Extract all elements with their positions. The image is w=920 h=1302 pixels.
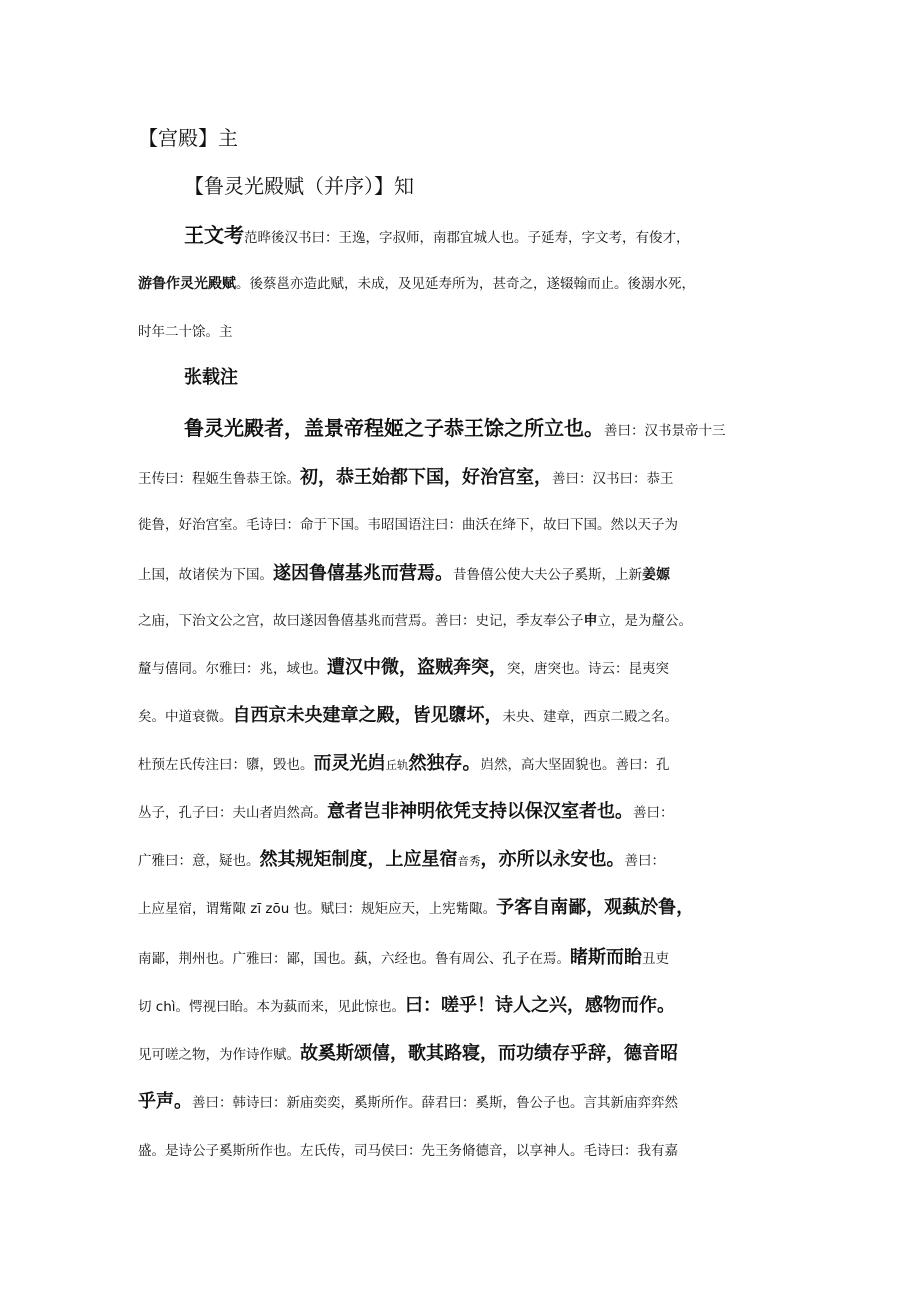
- text-line: [138, 309, 788, 353]
- text-line: [138, 1128, 788, 1172]
- annotation: 丑吏: [642, 951, 669, 967]
- text-line: [138, 936, 788, 980]
- text-line: [138, 694, 788, 738]
- annotation: 上国，故诸侯为下国。: [138, 567, 273, 583]
- main-text: 曰：嗟乎！诗人之兴，感物而作。: [405, 995, 676, 1016]
- main-text: 遭汉中微，盗贼奔突，: [327, 657, 507, 678]
- annotation: 立，是为釐公。: [597, 613, 692, 629]
- annotation: 善曰：: [624, 853, 665, 869]
- section-heading: 【宫殿】主: [138, 126, 238, 150]
- author-name: 王文考: [184, 223, 244, 247]
- annotation: 突，唐突也。诗云：昆夷突: [507, 661, 669, 677]
- annotation: 王传曰：程姬生鲁恭王馀。: [138, 471, 300, 487]
- annotation: 见可嗟之物，为作诗作赋。: [138, 1047, 300, 1063]
- annotation: 广雅曰：意，疑也。: [138, 853, 260, 869]
- annotation: 时年二十馀。主: [138, 324, 233, 340]
- text-line: [138, 261, 788, 305]
- text-line: [138, 886, 788, 930]
- annotation: 上应星宿，谓觜陬 zī zōu 也。赋曰：规矩应天，上宪觜陬。: [138, 901, 497, 917]
- main-text: 意者岂非神明依凭支持以保汉室者也。: [327, 801, 633, 822]
- text-line: [138, 1080, 788, 1124]
- annotation: 善曰：汉书曰：恭王: [552, 471, 674, 487]
- text-line: [138, 742, 788, 786]
- annotation: 善曰：: [633, 805, 674, 821]
- main-text: 自西京未央建章之殿，皆见隳坏，: [232, 705, 503, 726]
- text-line: [184, 406, 788, 450]
- commentator-heading: 张载注: [184, 367, 238, 388]
- main-text: 睹斯而眙: [570, 947, 642, 968]
- annotation: 善曰：汉书景帝十三: [604, 423, 726, 439]
- text-line: [138, 790, 788, 834]
- text-line: [138, 646, 788, 690]
- annotation: 善曰：韩诗曰：新庙奕奕，奚斯所作。薛君曰：奚斯，鲁公子也。言其新庙弈弈然: [192, 1095, 678, 1111]
- annotation: 南鄙，荆州也。广雅曰：鄙，国也。蓺，六经也。鲁有周公、孔子在焉。: [138, 951, 570, 967]
- main-text: 乎声。: [138, 1091, 192, 1112]
- pronunciation-note: 音秀: [457, 854, 481, 868]
- text-line: [138, 456, 788, 500]
- work-title: 【鲁灵光殿赋（并序）】知: [184, 174, 414, 198]
- text-line: [138, 598, 788, 642]
- annotation: 未央、建章，西京二殿之名。: [502, 709, 678, 725]
- annotation: 矣。中道衰微。: [138, 709, 233, 725]
- annotation: 范晔後汉书曰：王逸，字叔师，南郡宜城人也。子延寿，字文考，有俊才，: [244, 230, 690, 246]
- annotation: 徙鲁，好治宫室。毛诗曰：命于下国。韦昭国语注曰：曲沃在绛下，故曰下国。然以天子为: [138, 517, 678, 533]
- main-text: 然独存。: [408, 753, 481, 774]
- annotation: 岿然，高大坚固貌也。善曰：孔: [480, 757, 670, 773]
- text-line: [138, 984, 788, 1028]
- main-text: 予客自南鄙，观蓺於鲁，: [496, 897, 695, 918]
- text-line: [138, 502, 788, 546]
- main-text: 而灵光岿: [313, 753, 386, 774]
- main-text: ，亦所以永安也。: [480, 849, 625, 870]
- pronunciation-note: 丘轨: [385, 758, 409, 772]
- text-line: [138, 1032, 788, 1076]
- main-text: 遂因鲁僖基兆而营焉。: [273, 563, 453, 584]
- annotation: 盛。是诗公子奚斯所作也。左氏传，司马侯曰：先王务脩德音，以享神人。毛诗曰：我有嘉: [138, 1143, 678, 1159]
- annotation: 切 chì。愕视曰眙。本为蓺而来，见此惊也。: [138, 999, 406, 1015]
- main-text: 然其规矩制度，上应星宿: [259, 849, 458, 870]
- main-text: 鲁灵光殿者，盖景帝程姬之子恭王馀之所立也。: [184, 416, 604, 440]
- annotation: 杜预左氏传注曰：隳，毁也。: [138, 757, 314, 773]
- text-line: [184, 213, 788, 257]
- annotation: 釐与僖同。尔雅曰：兆，域也。: [138, 661, 327, 677]
- main-text: 初，恭王始都下国，好治宫室，: [300, 467, 552, 488]
- annotation: 。後蔡邕亦造此赋，未成，及见延寿所为，甚奇之，遂辍翰而止。後溺水死，: [236, 276, 695, 292]
- main-text: 故奚斯颂僖，歌其路寝，而功绩存乎辞，德音昭: [300, 1043, 678, 1064]
- emphasis-text: 姜嫄: [642, 567, 670, 583]
- text-line: [138, 552, 788, 596]
- annotation: 昔鲁僖公使大夫公子奚斯，上新: [453, 567, 642, 583]
- annotation: 丛子，孔子曰：夫山者岿然高。: [138, 805, 327, 821]
- emphasis-text: 申: [583, 613, 598, 629]
- emphasis-text: 游鲁作灵光殿赋: [138, 276, 236, 292]
- annotation: 之庙，下治文公之宫，故曰遂因鲁僖基兆而营焉。善曰：史记，季友奉公子: [138, 613, 584, 629]
- text-line: [138, 838, 788, 882]
